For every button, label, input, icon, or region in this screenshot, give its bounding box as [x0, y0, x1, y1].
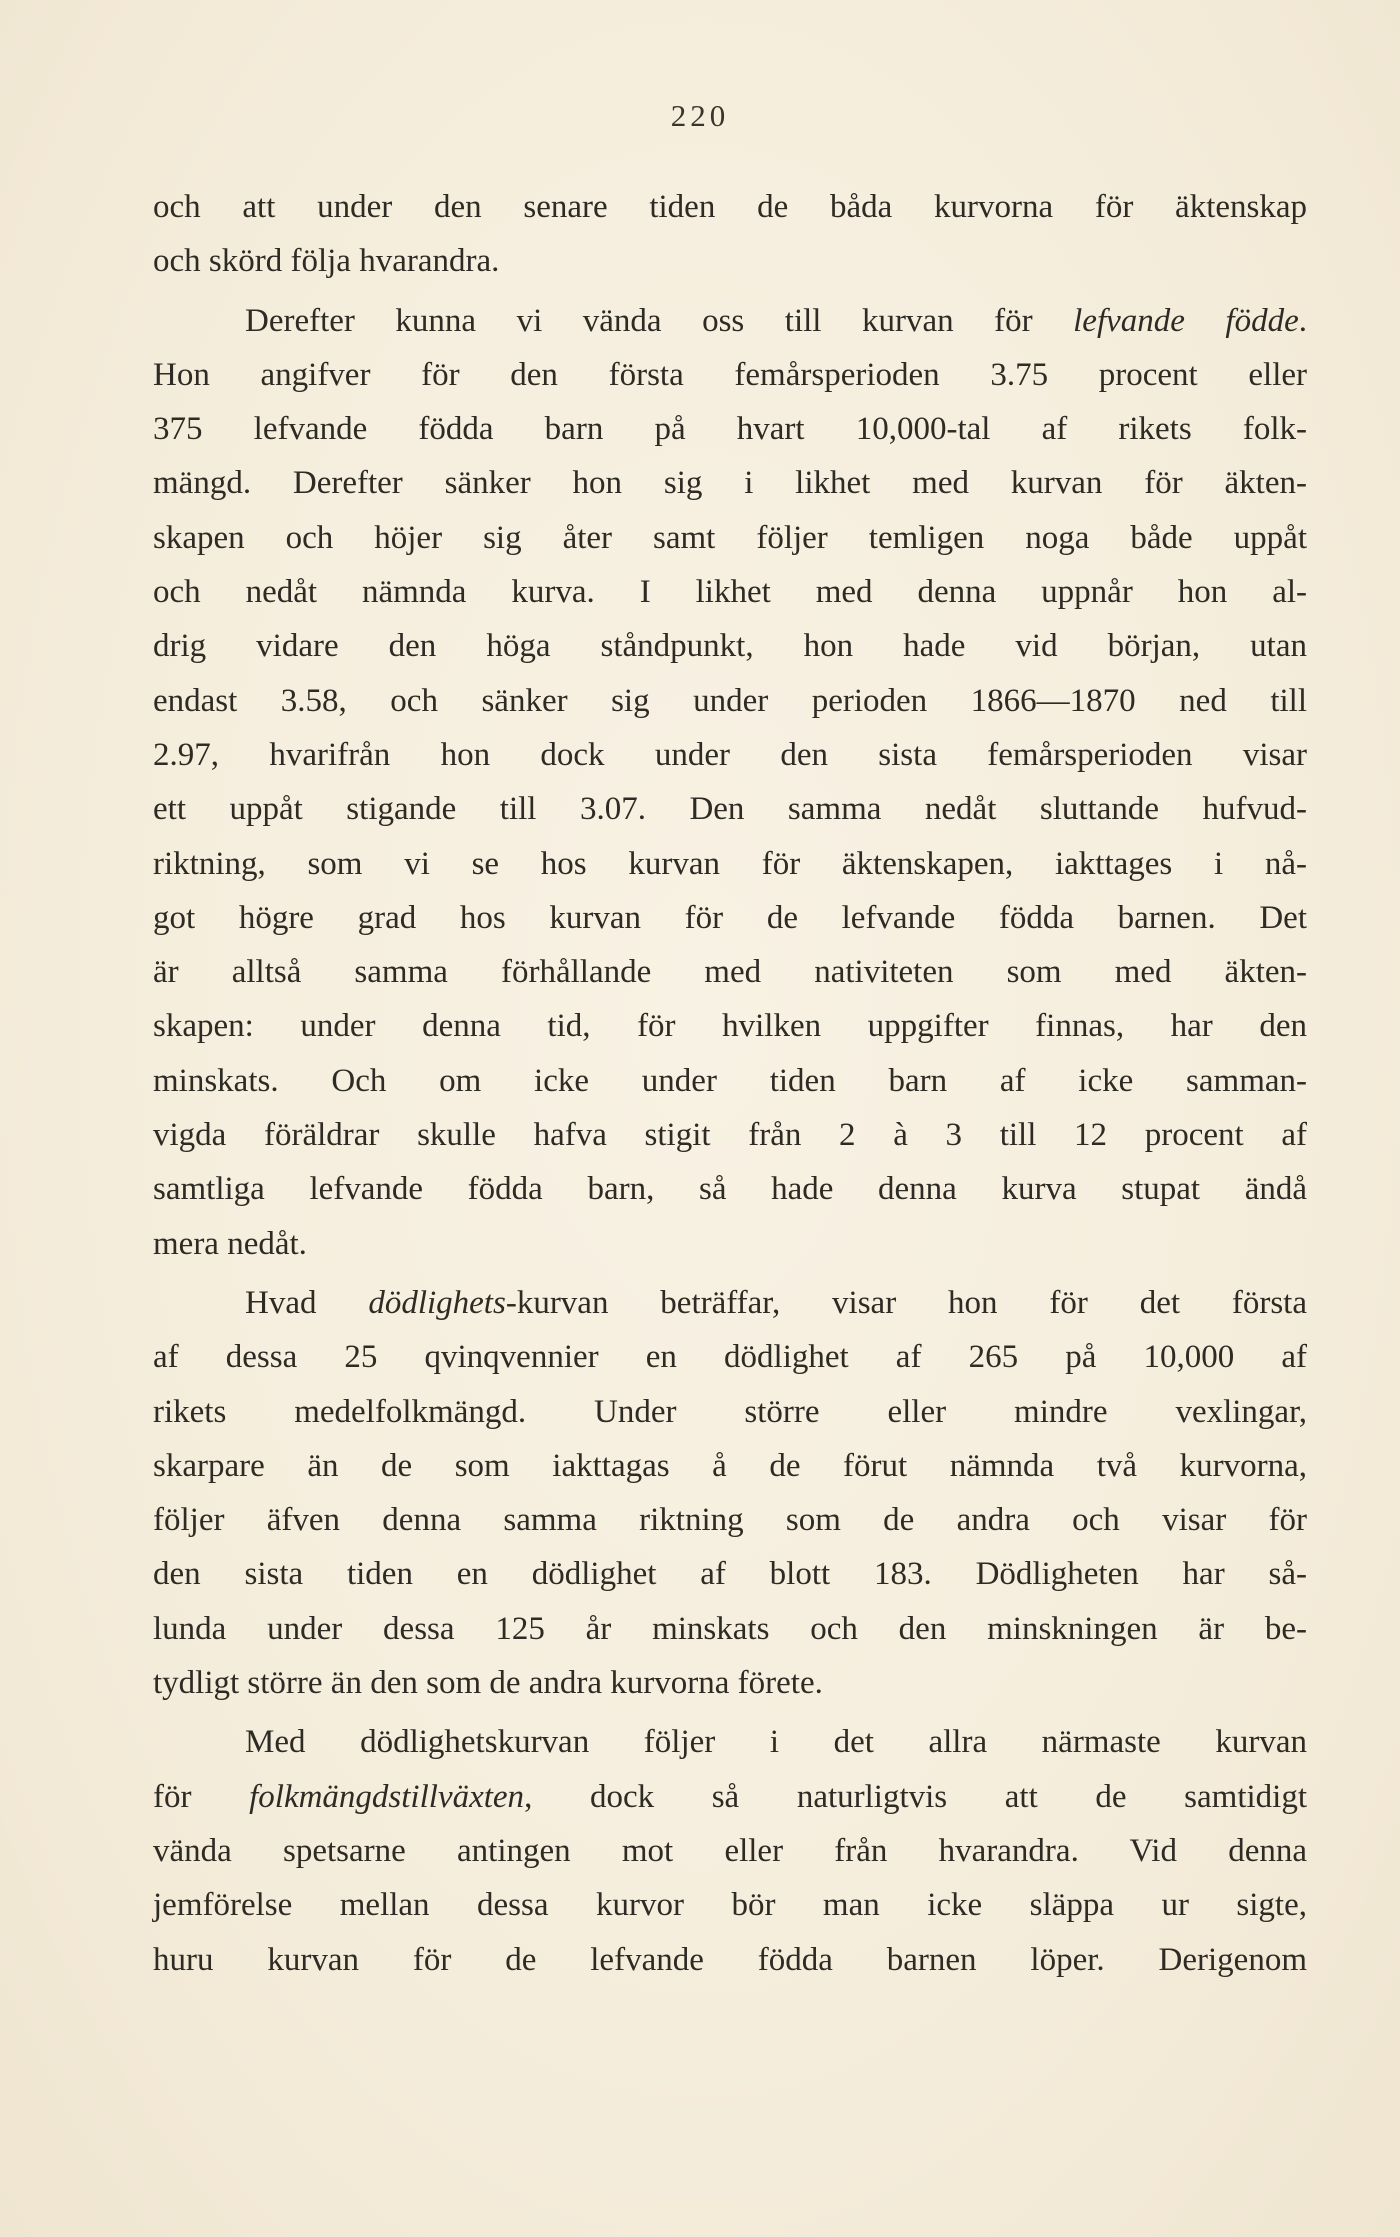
- text-line: och nedåt nämnda kurva. I likhet med denna uppnår hon al-: [153, 574, 1307, 611]
- text-line: samtliga lefvande födda barn, så hade denna kurva stupat ändå: [153, 1171, 1307, 1208]
- text-line: och skörd följa hvarandra.: [153, 243, 500, 280]
- text-line: vigda föräldrar skulle hafva stigit från 2 à 3 till 12 procent af: [153, 1117, 1307, 1154]
- text-line: [153, 1770, 1307, 1824]
- italic-line: för folkmängdstillväxten, dock så naturligtvis att de samtidigt: [153, 1778, 1307, 1815]
- text-line: skapen och höjer sig åter samt följer temligen noga både uppåt: [153, 519, 1307, 556]
- text-line: den sista tiden en dödlighet af blott 183. Dödligheten har så-: [153, 1556, 1307, 1593]
- text-line: mängd. Derefter sänker hon sig i likhet med kurvan för äkten-: [153, 465, 1307, 502]
- plain-line: Med dödlighetskurvan följer i det allra närmaste kurvan: [245, 1724, 1307, 1761]
- text-line: huru kurvan för de lefvande födda barnen löper. Derigenom: [153, 1941, 1307, 1978]
- text-line: endast 3.58, och sänker sig under perioden 1866—1870 ned till: [153, 682, 1307, 719]
- text-line: mera nedåt.: [153, 1225, 307, 1262]
- text-line: [153, 1715, 1307, 1769]
- text-line: minskats. Och om icke under tiden barn af icke samman-: [153, 1062, 1307, 1099]
- text-line: af dessa 25 qvinqvennier en dödlighet af 265 på 10,000 af: [153, 1339, 1307, 1376]
- text-line: är alltså samma förhållande med nativiteten som med äkten-: [153, 954, 1307, 991]
- text-line: och att under den senare tiden de båda kurvorna för äktenskap: [153, 189, 1307, 225]
- text-line: Hon angifver för den första femårsperioden 3.75 procent eller: [153, 356, 1307, 393]
- page-number: 220: [670, 98, 730, 133]
- paragraph-1: [153, 180, 1307, 289]
- text-line: drig vidare den höga ståndpunkt, hon hade vid början, utan: [153, 628, 1307, 665]
- text-line: ett uppåt stigande till 3.07. Den samma nedåt sluttande hufvud-: [153, 791, 1307, 828]
- text-line: riktning, som vi se hos kurvan för äktenskapen, iakttages i nå-: [153, 845, 1307, 882]
- text-line: jemförelse mellan dessa kurvor bör man icke släppa ur sigte,: [153, 1887, 1307, 1924]
- paragraph-3: [153, 1276, 1307, 1710]
- text-line: got högre grad hos kurvan för de lefvande födda barnen. Det: [153, 899, 1307, 936]
- text-line: vända spetsarne antingen mot eller från hvarandra. Vid denna: [153, 1832, 1307, 1869]
- text-line: lunda under dessa 125 år minskats och den minskningen är be-: [153, 1610, 1307, 1647]
- text-line: skarpare än de som iakttagas å de förut nämnda två kurvorna,: [153, 1447, 1307, 1484]
- paragraph-2: [153, 294, 1307, 1271]
- text-line: följer äfven denna samma riktning som de andra och visar för: [153, 1502, 1307, 1539]
- text-line: tydligt större än den som de andra kurvorna förete.: [153, 1665, 823, 1702]
- text-line: [153, 294, 1307, 348]
- text-line: 2.97, hvarifrån hon dock under den sista femårsperioden visar: [153, 736, 1307, 773]
- text-line: 375 lefvande födda barn på hvart 10,000-tal af rikets folk-: [153, 411, 1307, 448]
- text-line: rikets medelfolkmängd. Under större eller mindre vexlingar,: [153, 1393, 1307, 1430]
- text-line: [153, 1276, 1307, 1330]
- italic-line: Derefter kunna vi vända oss till kurvan för lefvande födde.: [245, 302, 1308, 339]
- paragraph-4: [153, 1715, 1307, 1986]
- text-line: skapen: under denna tid, för hvilken uppgifter finnas, har den: [153, 1008, 1307, 1045]
- body-text: [153, 180, 1307, 1987]
- italic-line: Hvad dödlighets-kurvan beträffar, visar hon för det första: [245, 1284, 1307, 1321]
